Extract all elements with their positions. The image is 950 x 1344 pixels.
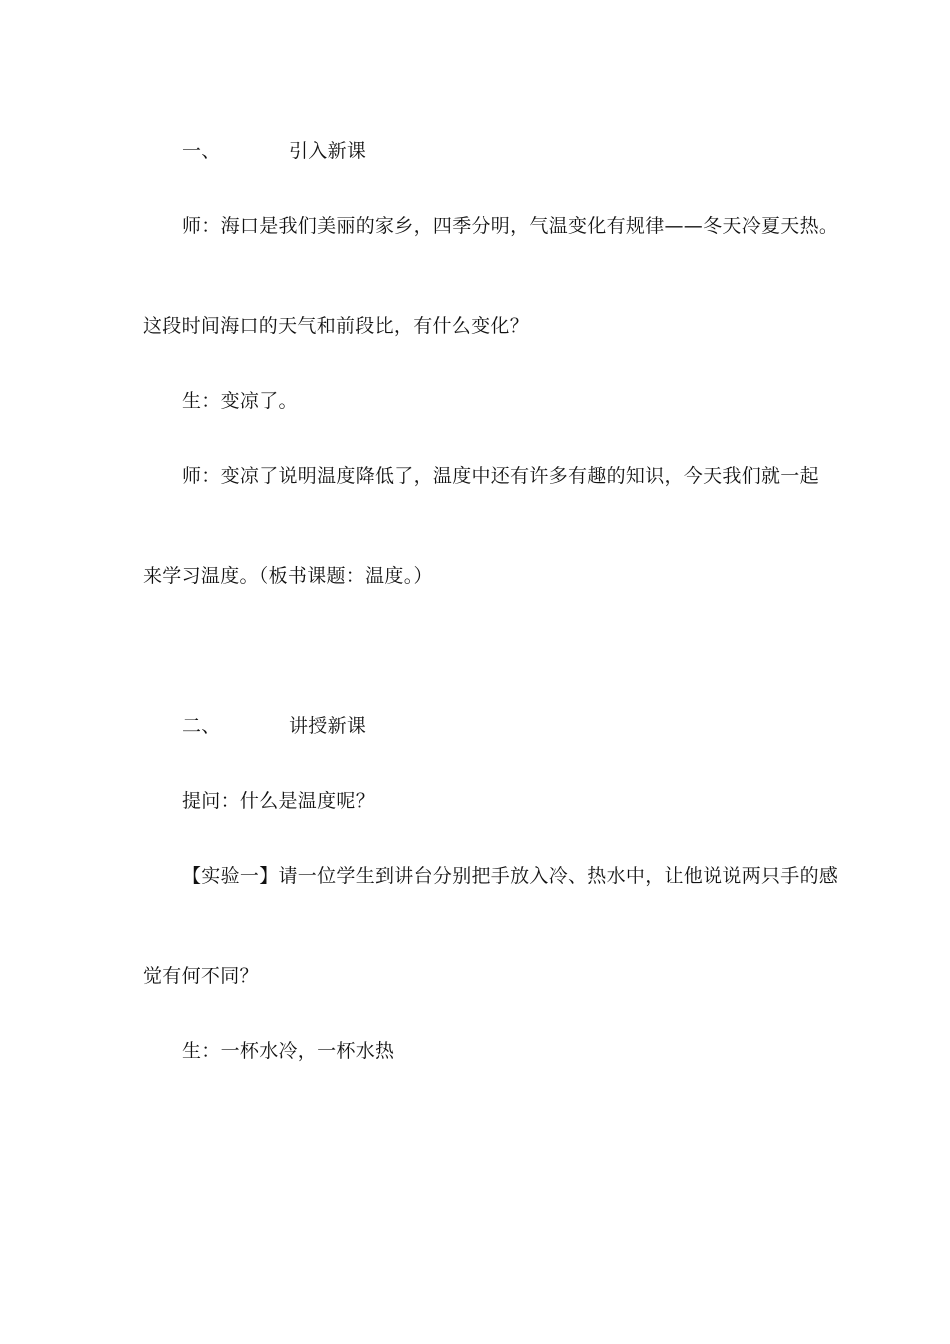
paragraph-line: 师：海口是我们美丽的家乡，四季分明，气温变化有规律——冬天冷夏天热。 [182,215,839,237]
paragraph-line: 师：变凉了说明温度降低了，温度中还有许多有趣的知识，今天我们就一起 [182,465,819,487]
section-number: 二、 [182,715,221,737]
paragraph-line: 觉有何不同？ [143,965,259,987]
section-heading-2 [182,714,366,738]
section-heading-1 [182,139,366,163]
section-number: 一、 [182,140,221,162]
section-title: 引入新课 [289,140,367,162]
paragraph-line: 来学习温度。（板书课题：温度。） [143,565,433,587]
section-title: 讲授新课 [289,715,367,737]
student-answer: 生：一杯水冷，一杯水热 [182,1040,395,1062]
question-line: 提问：什么是温度呢？ [182,790,376,812]
student-answer: 生：变凉了。 [182,390,298,412]
paragraph-line: 【实验一】请一位学生到讲台分别把手放入冷、热水中，让他说说两只手的感 [182,865,839,887]
paragraph-line: 这段时间海口的天气和前段比，有什么变化？ [143,315,530,337]
